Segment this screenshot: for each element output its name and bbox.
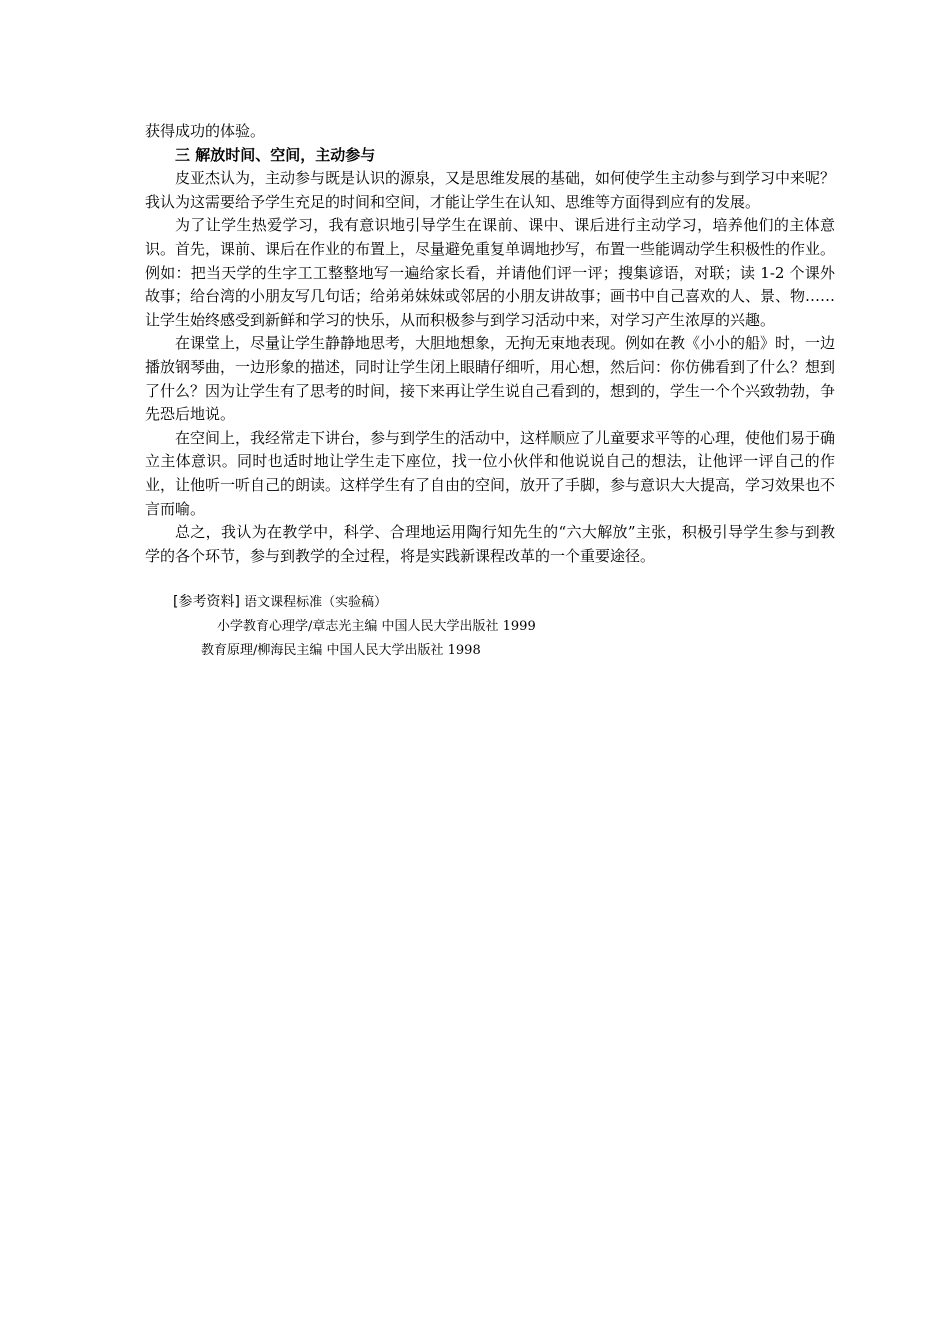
- document-page: [145, 120, 835, 663]
- references-label: [参考资料]: [173, 594, 240, 611]
- paragraph: 总之，我认为在教学中，科学、合理地运用陶行知先生的“六大解放”主张，积极引导学生参与到教学的各个环节，参与到教学的全过程，将是实践新课程改革的一个重要途径。: [145, 523, 835, 565]
- paragraph: 皮亚杰认为，主动参与既是认识的源泉，又是思维发展的基础，如何使学生主动参与到学习中来呢？我认为这需要给予学生充足的时间和空间，才能让学生在认知、思维等方面得到应有的发展。: [145, 169, 836, 211]
- paragraph: 在课堂上，尽量让学生静静地思考，大胆地想象，无拘无束地表现。例如在教《小小的船》时，一边播放钢琴曲，一边形象的描述，同时让学生闭上眼睛仔细听，用心想，然后问：你仿佛看到了什么？想到了什么？因为让学生有了思考的时间，接下来再让学生说自己看到的，想到的，学生一个个兴致勃勃，争先恐后地说。: [145, 334, 836, 424]
- reference-item: [145, 590, 835, 615]
- reference-text: 语文课程标准（实验稿）: [244, 595, 388, 611]
- reference-text: 小学教育心理学/章志光主编 中国人民大学出版社 1999: [217, 619, 536, 635]
- reference-item: [145, 615, 835, 639]
- paragraph: 在空间上，我经常走下讲台，参与到学生的活动中，这样顺应了儿童要求平等的心理，使他们易于确立主体意识。同时也适时地让学生走下座位，找一位小伙伴和他说说自己的想法，让他评一评自己的作业，让他听一听自己的朗读。这样学生有了自由的空间，放开了手脚，参与意识大大提高，学习效果也不言而喻。: [145, 428, 836, 518]
- reference-item: [145, 639, 835, 663]
- reference-text: 教育原理/柳海民主编 中国人民大学出版社 1998: [201, 643, 481, 659]
- paragraph-continuation: 获得成功的体验。: [145, 122, 266, 140]
- paragraph: 为了让学生热爱学习，我有意识地引导学生在课前、课中、课后进行主动学习，培养他们的主体意识。首先，课前、课后在作业的布置上，尽量避免重复单调地抄写，布置一些能调动学生积极性的作业。例如：把当天学的生字工工整整地写一遍给家长看，并请他们评一评；搜集谚语，对联；读 1-2 个课外故事；给台湾的小朋友写几句话；给弟弟妹妹或邻居的小朋友讲故事；画书中自己喜欢的人、景、物……让学生始终感受到新鲜和学习的快乐，从而积极参与到学习活动中来，对学习产生浓厚的兴趣。: [145, 216, 836, 329]
- section-heading: 三 解放时间、空间，主动参与: [175, 145, 376, 164]
- references-section: [145, 590, 835, 663]
